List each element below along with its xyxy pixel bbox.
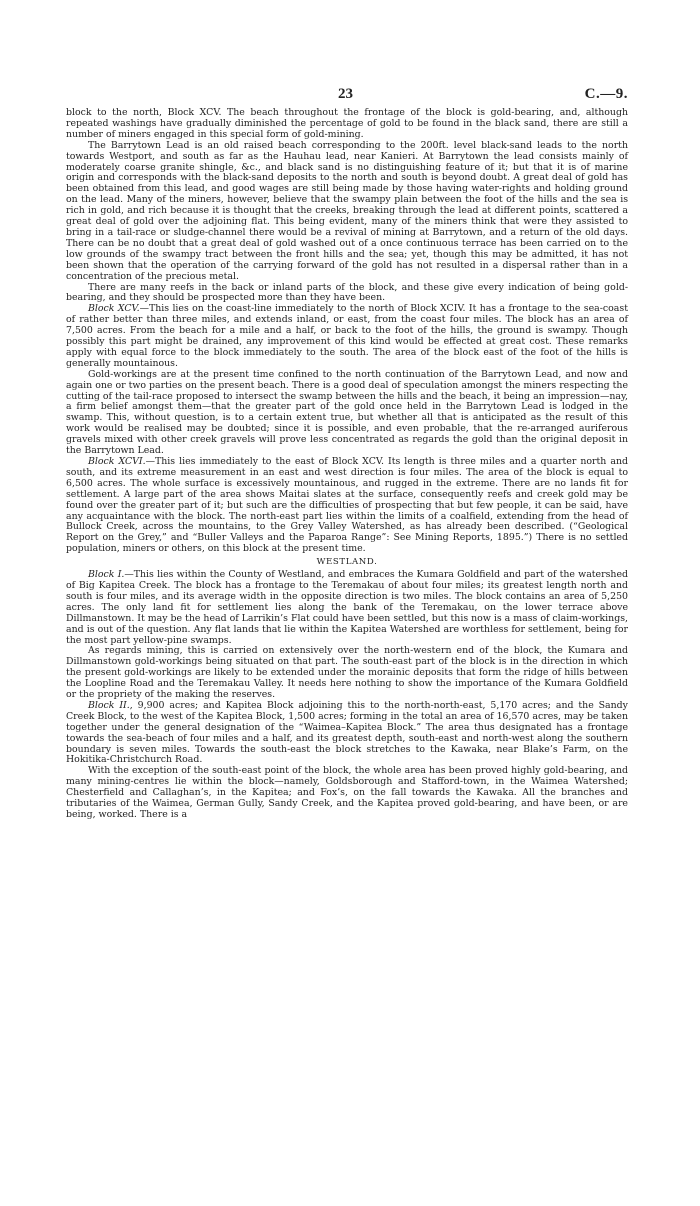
document-reference: C.—9.: [584, 86, 628, 102]
paragraph: Block II., 9,900 acres; and Kapitea Block adjoining this to the north-north-east, 5,170 acres; and the Sandy Creek Block, to the west of the Kapitea Block, 1,500 acres; forming in the total an area of 16,570 acres, may be taken together under the general designation of the “Waimea–Kapitea Block.” The area thus designated has a frontage towards the sea-beach of four miles and a half, and its greatest depth, south-east and north-west along the southern boundary is seven miles. Towards the south-east the block stretches to the Kawaka, near Blake’s Farm, on the Hokitika-Christchurch Road.: [66, 699, 628, 766]
paragraph: There are many reefs in the back or inland parts of the block, and these give every indication of being gold-bearing, and they should be prospected more than they have been.: [66, 281, 628, 304]
block-heading: Block XCVI.: [88, 456, 146, 467]
paragraph: As regards mining, this is carried on extensively over the north-western end of the block, the Kumara and Dillmanstown gold-workings being situated on that part. The south-east part of the block is in the direction in which the present gold-workings are likely to be extended under the morainic deposits that form the ridge of hills between the Loopline Road and the Teremakau Valley. It needs here nothing to show the importance of the Kumara Goldfield or the propriety of the making the reserves.: [66, 645, 628, 701]
paragraph: Gold-workings are at the present time confined to the north continuation of the Barrytown Lead, and now and again one or two parties on the present beach. There is a good deal of speculation amongst the miners respecting the cutting of the tail-race proposed to intersect the swamp between the hills and the beach, it being an impression—nay, a firm belief amongst them—that the greater part of the gold once held in the Barrytown Lead is lodged in the swamp. This, without question, is to a certain extent true, but whether all that is anticipated as the result of this work would be realised may be doubted; since it is possible, and even probable, that the re-arranged auriferous gravels mixed with other creek gravels will prove less concentrated as regards the gold than the original deposit in the Barrytown Lead.: [66, 368, 628, 457]
page-number: 23: [338, 86, 353, 102]
paragraph: The Barrytown Lead is an old raised beach corresponding to the 200ft. level black-sand leads to the north towards Westport, and south as far as the Hauhau lead, near Kanieri. At Barrytown the lead consists mainly of moderately coarse granite shingle, &c., and black sand is no distinguishing feature of it; but that it is of marine origin and corresponds with the black-sand deposits to the north and south is beyond doubt. A great deal of gold has been obtained from this lead, and good wages are still being made by those having water-rights and holding ground on the lead. Many of the miners, however, believe that the swampy plain between the foot of the hills and the sea is rich in gold, and rich because it is thought that the creeks, breaking through the lead at different points, scattered a great deal of gold over the adjoining flat. This being evident, many of the miners think that were they assisted to bring in a tail-race or sludge-channel there would be a revival of mining at Barrytown, and a return of the old days. There can be no doubt that a great deal of gold washed out of a once continuous terrace has been carried on to the low grounds of the swampy tract between the front hills and the sea; yet, though this may be admitted, it has not been shown that the operation of the carrying forward of the gold has not resulted in a dispersal rather than in a concentration of the precious metal.: [66, 139, 628, 282]
paragraph: Block XCV.—This lies on the coast-line immediately to the north of Block XCIV. It has a frontage to the sea-coast of rather better than three miles, and extends inland, or east, from the coast four miles. The block has an area of 7,500 acres. From the beach for a mile and a half, or back to the foot of the hills, the ground is swampy. Though possibly this part might be drained, any improvement of this kind would be effected at great cost. These remarks apply with equal force to the block immediately to the south. The area of the block east of the foot of the hills is generally mountainous.: [66, 303, 628, 369]
document-page: [66, 86, 628, 821]
document-body: [66, 108, 628, 821]
section-heading: WESTLAND.: [316, 557, 378, 568]
block-heading: Block XCV.: [88, 303, 140, 315]
paragraph: Block I.—This lies within the County of Westland, and embraces the Kumara Goldfield and part of the watershed of Big Kapitea Creek. The block has a frontage to the Teremakau of about four miles; its greatest length north and south is four miles, and its average width in the opposite direction is two miles. The block contains an area of 5,250 acres. The only land fit for settlement lies along the bank of the Teremakau, on the lower terrace above Dillmanstown. It may be the head of Larrikin’s Flat could have been settled, but this now is a mass of claim-workings, and is out of the question. Any flat lands that lie within the Kapitea Watershed are worthless for settlement, being for the most part yellow-pine swamps.: [66, 569, 628, 646]
block-heading: Block II.: [88, 699, 130, 711]
paragraph: With the exception of the south-east point of the block, the whole area has been proved highly gold-bearing, and many mining-centres lie within the block—namely, Goldsborough and Stafford-town, in the Waimea Watershed; Chesterfield and Callaghan’s, in the Kapitea; and Fox’s, on the fall towards the Kawaka. All the branches and tributaries of the Waimea, German Gully, Sandy Creek, and the Kapitea proved gold-bearing, and have been, or are being, worked. There is a: [66, 765, 628, 820]
page-header: [66, 86, 628, 104]
block-heading: Block I.: [88, 569, 125, 581]
paragraph: block to the north, Block XCV. The beach throughout the frontage of the block is gold-bearing, and, although repeated washings have gradually diminished the percentage of gold to be found in the black sand, there are still a number of miners engaged in this special form of gold-mining.: [66, 107, 628, 140]
paragraph: Block XCVI.—This lies immediately to the east of Block XCV. Its length is three miles and a quarter north and south, and its extreme measurement in an east and west direction is four miles. The area of the block is equal to 6,500 acres. The whole surface is excessively mountainous, and rugged in the extreme. There are no lands fit for settlement. A large part of the area shows Maitai slates at the surface, consequently reefs and creek gold may be found over the greater part of it; but such are the difficulties of prospecting that but few people, it can be said, have any acquaintance with the block. The north-east part lies within the limits of a coalfield, extending from the head of Bullock Creek, across the mountains, to the Grey Valley Watershed, as has already been described. (“Geological Report on the Grey,” and “Buller Valleys and the Paparoa Range”: See Mining Reports, 1895.”) There is no settled population, miners or others, on this block at the present time.: [66, 456, 628, 555]
